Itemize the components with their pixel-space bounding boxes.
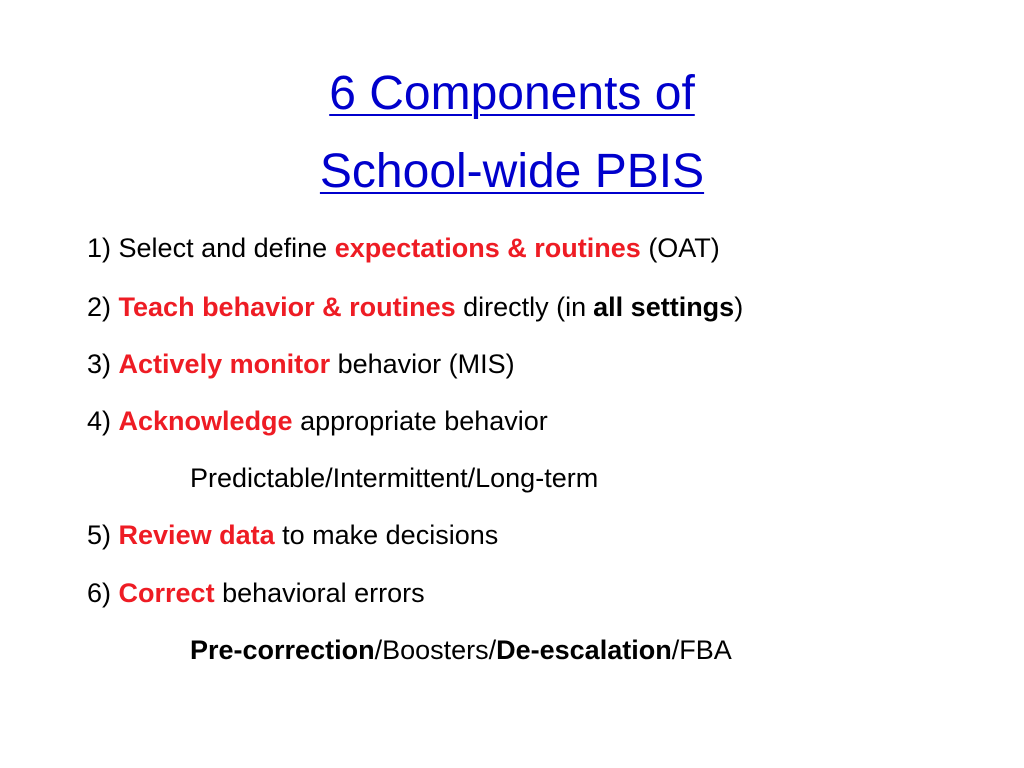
item-number: 2) — [87, 292, 112, 322]
item-highlight: Actively monitor — [118, 349, 331, 379]
item-text: appropriate behavior — [300, 406, 548, 436]
item-text: (OAT) — [648, 233, 720, 263]
item-number: 4) — [87, 406, 112, 436]
item-text: behavioral errors — [222, 578, 425, 608]
item-text: ) — [734, 292, 744, 322]
list-item-1 — [87, 231, 720, 265]
list-item-4 — [87, 404, 548, 438]
item-number: 5) — [87, 520, 112, 550]
slide-title-line-2: School-wide PBIS — [319, 145, 705, 198]
list-subitem-4: Predictable/Intermittent/Long-term — [190, 463, 599, 493]
item-number: 3) — [87, 349, 112, 379]
item-highlight: Correct — [118, 578, 215, 608]
list-item-2 — [87, 290, 743, 324]
list-subitem-6 — [190, 633, 732, 667]
item-highlight: Review data — [118, 520, 275, 550]
item-highlight: Acknowledge — [118, 406, 293, 436]
list-item-3 — [87, 347, 515, 381]
item-highlight: expectations & routines — [334, 233, 641, 263]
item-text: directly (in — [463, 292, 587, 322]
item-number: 1) — [87, 233, 112, 263]
subitem-bold-text: Pre-correction — [190, 635, 375, 665]
item-highlight: Teach behavior & routines — [118, 292, 456, 322]
slide-title-line-1: 6 Components of — [329, 67, 695, 120]
item-number: 6) — [87, 578, 112, 608]
item-bold-text: all settings — [593, 292, 735, 322]
subitem-bold-text: De-escalation — [496, 635, 672, 665]
subitem-text: /Boosters/ — [374, 635, 497, 665]
item-text: Select and define — [118, 233, 328, 263]
subitem-text: /FBA — [671, 635, 732, 665]
item-text: to make decisions — [282, 520, 499, 550]
list-item-5 — [87, 518, 498, 552]
item-text: behavior (MIS) — [337, 349, 515, 379]
list-item-6 — [87, 576, 425, 610]
